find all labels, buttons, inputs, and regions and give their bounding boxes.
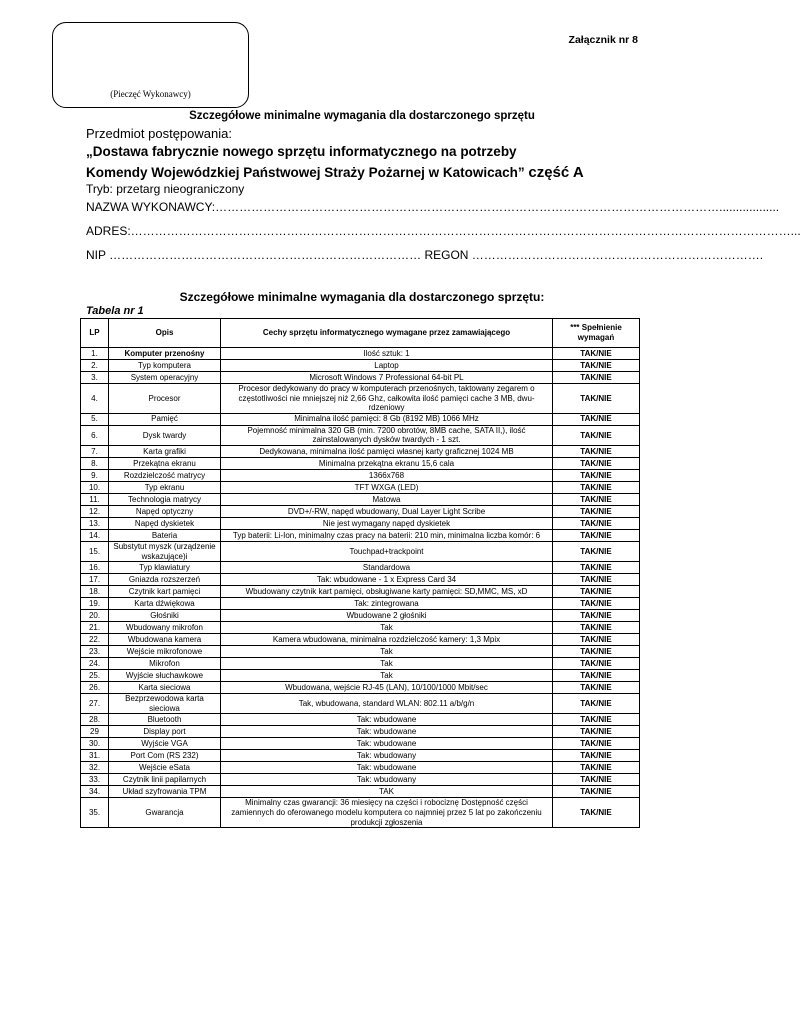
cell-opis: Procesor [109,384,221,414]
table-row [81,481,640,493]
cell-lp: 35. [81,798,109,828]
cell-cechy: Tak: wbudowane - 1 x Express Card 34 [221,574,553,586]
table-row [81,457,640,469]
cell-opis: Układ szyfrowania TPM [109,786,221,798]
cell-cechy: Tak: wbudowane [221,726,553,738]
table-row [81,726,640,738]
cell-lp: 3. [81,372,109,384]
subject-part: część A [528,164,584,181]
table-row [81,682,640,694]
cell-spelnienie: TAK/NIE [553,586,640,598]
cell-cechy: Standardowa [221,562,553,574]
cell-opis: Wejście eSata [109,762,221,774]
cell-cechy: Minimalna ilość pamięci: 8 Gb (8192 MB) 1066 MHz [221,413,553,425]
cell-lp: 31. [81,750,109,762]
cell-spelnienie: TAK/NIE [553,634,640,646]
cell-cechy: Minimalny czas gwarancji: 36 miesięcy na części i robociznę Dostępność części zamiennych do oferowanego modelu komputera co najmniej przez 5 lat po zakończeniu produkcji zgłoszenia [221,798,553,828]
cell-spelnienie: TAK/NIE [553,541,640,561]
cell-spelnienie: TAK/NIE [553,574,640,586]
table-row [81,529,640,541]
table-row [81,372,640,384]
cell-cechy: Tak [221,622,553,634]
address-field: ADRES:…………………………………………………………………………………………………………………………………………………... [86,224,801,238]
contractor-stamp-box [52,22,249,108]
cell-cechy: Minimalna przekątna ekranu 15,6 cala [221,457,553,469]
cell-opis: Typ komputera [109,360,221,372]
table-row [81,517,640,529]
cell-spelnienie: TAK/NIE [553,598,640,610]
cell-lp: 15. [81,541,109,561]
cell-lp: 33. [81,774,109,786]
cell-cechy: Wbudowane 2 głośniki [221,610,553,622]
cell-cechy: Tak [221,670,553,682]
cell-lp: 7. [81,445,109,457]
cell-opis: System operacyjny [109,372,221,384]
cell-opis: Technologia matrycy [109,493,221,505]
subject-line-2 [86,164,591,181]
table-row [81,469,640,481]
cell-opis: Bluetooth [109,714,221,726]
cell-lp: 9. [81,469,109,481]
cell-opis: Karta grafiki [109,445,221,457]
cell-opis: Wejście mikrofonowe [109,646,221,658]
table-row [81,798,640,828]
table-row [81,786,640,798]
cell-spelnienie: TAK/NIE [553,384,640,414]
table-row [81,738,640,750]
table-row [81,658,640,670]
cell-cechy: TAK [221,786,553,798]
subject-line-2-text: Komendy Wojewódzkiej Państwowej Straży Pożarnej w Katowicach” [86,165,525,180]
table-row [81,445,640,457]
cell-lp: 26. [81,682,109,694]
cell-spelnienie: TAK/NIE [553,562,640,574]
cell-cechy: Matowa [221,493,553,505]
cell-spelnienie: TAK/NIE [553,481,640,493]
cell-spelnienie: TAK/NIE [553,505,640,517]
cell-cechy: Tak [221,658,553,670]
cell-spelnienie: TAK/NIE [553,493,640,505]
cell-lp: 24. [81,658,109,670]
cell-lp: 29 [81,726,109,738]
cell-cechy: Dedykowana, minimalna ilość pamięci własnej karty graficznej 1024 MB [221,445,553,457]
table-row [81,598,640,610]
cell-cechy: Tak: wbudowane [221,762,553,774]
cell-lp: 17. [81,574,109,586]
table-row [81,425,640,445]
cell-opis: Gniazda rozszerzeń [109,574,221,586]
cell-opis: Gwarancja [109,798,221,828]
cell-cechy: Wbudowany czytnik kart pamięci, obsługiwane karty pamięci: SD,MMC, MS, xD [221,586,553,598]
cell-spelnienie: TAK/NIE [553,425,640,445]
cell-lp: 6. [81,425,109,445]
requirements-table [80,318,640,828]
cell-opis: Substytut myszk (urządzenie wskazujące)i [109,541,221,561]
cell-lp: 13. [81,517,109,529]
table-row [81,714,640,726]
cell-lp: 16. [81,562,109,574]
cell-lp: 30. [81,738,109,750]
cell-lp: 11. [81,493,109,505]
table-row [81,360,640,372]
cell-lp: 25. [81,670,109,682]
cell-cechy: Tak: wbudowane [221,714,553,726]
cell-spelnienie: TAK/NIE [553,738,640,750]
subject-label: Przedmiot postępowania: [86,126,232,141]
cell-opis: Port Com (RS 232) [109,750,221,762]
table-row [81,694,640,714]
header-lp: LP [81,319,109,348]
annex-number: Załącznik nr 8 [568,34,638,46]
table-row [81,622,640,634]
cell-cechy: Tak: wbudowany [221,750,553,762]
nip-regon-field: NIP …………………………………………………………………… REGON ………………………………………………………………. [86,248,764,262]
table-label: Tabela nr 1 [86,305,144,317]
table-row [81,586,640,598]
table-row [81,493,640,505]
table-row [81,646,640,658]
cell-opis: Wbudowana kamera [109,634,221,646]
cell-spelnienie: TAK/NIE [553,798,640,828]
cell-lp: 10. [81,481,109,493]
cell-lp: 2. [81,360,109,372]
table-row [81,574,640,586]
cell-lp: 4. [81,384,109,414]
table-row [81,541,640,561]
cell-cechy: Tak: zintegrowana [221,598,553,610]
cell-opis: Typ ekranu [109,481,221,493]
table-row [81,762,640,774]
cell-spelnienie: TAK/NIE [553,646,640,658]
subject-line-1: „Dostawa fabrycznie nowego sprzętu informatycznego na potrzeby [86,144,517,159]
cell-opis: Bezprzewodowa karta sieciowa [109,694,221,714]
cell-spelnienie: TAK/NIE [553,670,640,682]
cell-spelnienie: TAK/NIE [553,750,640,762]
cell-spelnienie: TAK/NIE [553,517,640,529]
cell-opis: Pamięć [109,413,221,425]
cell-spelnienie: TAK/NIE [553,372,640,384]
cell-opis: Czytnik kart pamięci [109,586,221,598]
cell-spelnienie: TAK/NIE [553,529,640,541]
cell-lp: 5. [81,413,109,425]
contractor-name-field: NAZWA WYKONAWCY:……………………………………………………………………………………………………………….................. [86,200,780,214]
cell-spelnienie: TAK/NIE [553,762,640,774]
table-row [81,774,640,786]
cell-spelnienie: TAK/NIE [553,774,640,786]
cell-spelnienie: TAK/NIE [553,682,640,694]
cell-lp: 14. [81,529,109,541]
cell-lp: 22. [81,634,109,646]
cell-opis: Karta dźwiękowa [109,598,221,610]
cell-cechy: Tak: wbudowany [221,774,553,786]
cell-spelnienie: TAK/NIE [553,622,640,634]
procedure-mode: Tryb: przetarg nieograniczony [86,182,245,196]
cell-opis: Dysk twardy [109,425,221,445]
cell-cechy: 1366x768 [221,469,553,481]
document-title: Szczegółowe minimalne wymagania dla dostarczonego sprzętu [189,110,535,122]
table-row [81,413,640,425]
cell-opis: Wyjście słuchawkowe [109,670,221,682]
cell-lp: 20. [81,610,109,622]
table-title: Szczegółowe minimalne wymagania dla dostarczonego sprzętu: [179,290,545,304]
table-row [81,610,640,622]
cell-cechy: Pojemność minimalna 320 GB (min. 7200 obrotów, 8MB cache, SATA II,), ilość zainstalowanych dysków twardych - 1 szt. [221,425,553,445]
table-row [81,505,640,517]
table-row [81,384,640,414]
cell-spelnienie: TAK/NIE [553,658,640,670]
cell-spelnienie: TAK/NIE [553,413,640,425]
cell-opis: Przekątna ekranu [109,457,221,469]
cell-cechy: Nie jest wymagany napęd dyskietek [221,517,553,529]
cell-cechy: Tak [221,646,553,658]
cell-lp: 34. [81,786,109,798]
table-row [81,562,640,574]
cell-lp: 18. [81,586,109,598]
cell-lp: 32. [81,762,109,774]
cell-lp: 28. [81,714,109,726]
table-header-row [81,319,640,348]
cell-cechy: Tak: wbudowane [221,738,553,750]
cell-cechy: Procesor dedykowany do pracy w komputerach przenośnych, taktowany zegarem o częstotliwości nie mniejszej niż 2,66 Ghz, całkowita ilość pamięci cache 3 MB, dwu-rdzeniowy [221,384,553,414]
cell-cechy: TFT WXGA (LED) [221,481,553,493]
cell-cechy: Tak, wbudowana, standard WLAN: 802.11 a/b/g/n [221,694,553,714]
cell-opis: Napęd optyczny [109,505,221,517]
cell-opis: Karta sieciowa [109,682,221,694]
cell-opis: Komputer przenośny [109,348,221,360]
cell-lp: 19. [81,598,109,610]
cell-opis: Wbudowany mikrofon [109,622,221,634]
cell-lp: 27. [81,694,109,714]
header-spelnienie: *** Spełnienie wymagań [553,319,640,348]
cell-lp: 23. [81,646,109,658]
cell-opis: Bateria [109,529,221,541]
cell-opis: Mikrofon [109,658,221,670]
cell-lp: 12. [81,505,109,517]
cell-opis: Głośniki [109,610,221,622]
table-row [81,348,640,360]
cell-spelnienie: TAK/NIE [553,610,640,622]
cell-opis: Rozdzielczość matrycy [109,469,221,481]
cell-spelnienie: TAK/NIE [553,469,640,481]
cell-cechy: DVD+/-RW, napęd wbudowany, Dual Layer Light Scribe [221,505,553,517]
cell-spelnienie: TAK/NIE [553,714,640,726]
cell-spelnienie: TAK/NIE [553,360,640,372]
cell-opis: Wyjście VGA [109,738,221,750]
cell-cechy: Ilość sztuk: 1 [221,348,553,360]
cell-opis: Typ klawiatury [109,562,221,574]
cell-cechy: Wbudowana, wejście RJ-45 (LAN), 10/100/1000 Mbit/sec [221,682,553,694]
stamp-label: (Pieczęć Wykonawcy) [110,89,191,99]
header-opis: Opis [109,319,221,348]
cell-cechy: Kamera wbudowana, minimalna rozdzielczość kamery: 1,3 Mpix [221,634,553,646]
cell-spelnienie: TAK/NIE [553,726,640,738]
cell-cechy: Microsoft Windows 7 Professional 64-bit PL [221,372,553,384]
cell-opis: Napęd dyskietek [109,517,221,529]
cell-spelnienie: TAK/NIE [553,786,640,798]
cell-lp: 1. [81,348,109,360]
cell-lp: 8. [81,457,109,469]
cell-spelnienie: TAK/NIE [553,457,640,469]
cell-lp: 21. [81,622,109,634]
table-row [81,670,640,682]
cell-opis: Czytnik linii papilarnych [109,774,221,786]
table-row [81,634,640,646]
header-cechy: Cechy sprzętu informatycznego wymagane przez zamawiającego [221,319,553,348]
cell-spelnienie: TAK/NIE [553,445,640,457]
cell-spelnienie: TAK/NIE [553,694,640,714]
table-row [81,750,640,762]
cell-opis: Display port [109,726,221,738]
cell-cechy: Typ baterii: Li-Ion, minimalny czas pracy na baterii: 210 min, minimalna liczba komór: 6 [221,529,553,541]
cell-cechy: Laptop [221,360,553,372]
cell-spelnienie: TAK/NIE [553,348,640,360]
cell-cechy: Touchpad+trackpoint [221,541,553,561]
